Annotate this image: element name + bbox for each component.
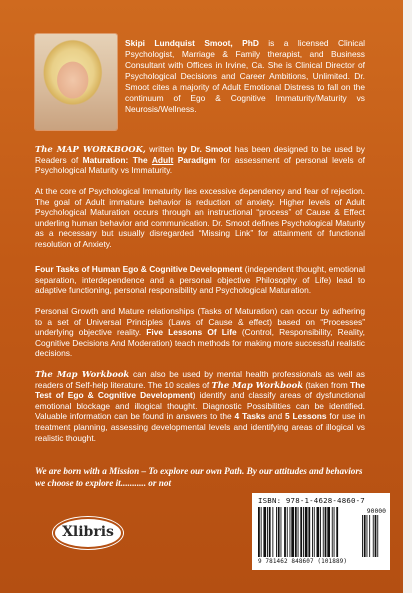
five-lessons-heading: Five Lessons Of Life [146, 327, 237, 338]
barcode-number: 9 781462 848607 (101889) [258, 558, 348, 565]
paragraph-five-lessons [35, 306, 365, 359]
publisher-logo-text: Xlibris [62, 524, 114, 540]
text-run: has been designed to be used by Readers of [35, 144, 365, 165]
text-run: for assessment of personal levels of Psychological Maturity vs Immaturity. [35, 154, 366, 176]
text-run: for use in treatment planning, assessing developmental levels and identifying areas of illogical vs realistic thought. [35, 411, 366, 443]
paragraph-map-workbook-use [35, 369, 365, 443]
price-code: 90000 [366, 507, 386, 515]
publisher-logo [55, 519, 121, 547]
text-run: and [265, 411, 285, 422]
text-run: (Control, Responsibility, Reality, Cognitive Decisions And Moderation) teach methods for making more successful realistic decisions. [35, 327, 365, 359]
author-bio [125, 38, 365, 115]
four-tasks-heading: Four Tasks of Human Ego & Cognitive Development [35, 264, 243, 274]
barcode-icon [258, 507, 384, 557]
page-edge [403, 0, 412, 593]
text-run: ) identify and classify areas of dysfunctional emotional blockage and illogical thought. Diagnostic Possibilities can be identified. Valuable information can be found in answers to the [35, 390, 365, 422]
text-run: (independent thought, emotional separation, interdependence and a personal objective Philosophy of Life) lead to adaptive functioning, personal responsibility and Psychological Maturation. [35, 264, 365, 296]
lessons-label: 5 Lessons [285, 411, 327, 422]
paragraph-workbook-intro [35, 144, 365, 176]
isbn-barcode-box [252, 493, 390, 570]
author-name: Skipi Lundquist Smoot, PhD [125, 38, 259, 48]
book-title-part: Paradigm [173, 154, 216, 165]
isbn-label: ISBN: 978-1-4628-4860-7 [258, 496, 365, 505]
test-title: The Test of Ego & Cognitive Development [35, 379, 365, 401]
paragraph-core-immaturity: At the core of Psychological Immaturity lies excessive dependency and fear of rejection. The goal of Adult immature behavior is reduction of anxiety. Higher levels of Adult Psychological Maturation occurs through an instructional “process” of Cause & Effect underling human behavior and communication. Dr. Smoot defines Psychological Maturity as a necessary but usually disregarded “Missing Link” for attainment of functional resolution of Anxiety. [35, 186, 365, 249]
brand-map-workbook: The Map Workbook [35, 369, 130, 379]
author-bio-text: is a licensed Clinical Psychologist, Marriage & Family therapist, and Business Consultant with Offices in Irvine, Ca. She is Clinical Director of Psychological Decisions and Career Ambitions, Unlimited. Dr. Smoot cites a majority of Adult Emotional Distress to fall on the continuum of Ego & Cognitive Immaturity/Maturity vs Neurosis/Wellness. [125, 38, 365, 114]
tagline: We are born with a Mission – To explore our own Path. By our attitudes and behaviors we choose to explore it........... or not [35, 466, 363, 488]
author-credit: by Dr. Smoot [177, 144, 232, 154]
text-run: Personal Growth and Mature relationships (Tasks of Maturation) can occur by adhering to a set of Universal Principles (Laws of Cause & effect) based on “Processes” underlying objective reality. [35, 306, 365, 338]
text-run: can also be used by mental health professionals as well as readers of Self-help literature. The 10 scales of [35, 369, 365, 390]
tasks-label: 4 Tasks [234, 411, 266, 422]
text-run: (taken from [303, 379, 351, 390]
brand-map-workbook: The Map Workbook [211, 379, 303, 390]
brand-map-workbook: The MAP WORKBOOK, [35, 144, 146, 154]
author-photo [35, 34, 117, 130]
book-title-part: Maturation: The [82, 154, 152, 165]
text-run: written [145, 144, 178, 154]
book-title-adult: Adult [151, 154, 174, 165]
paragraph-four-tasks [35, 264, 365, 296]
